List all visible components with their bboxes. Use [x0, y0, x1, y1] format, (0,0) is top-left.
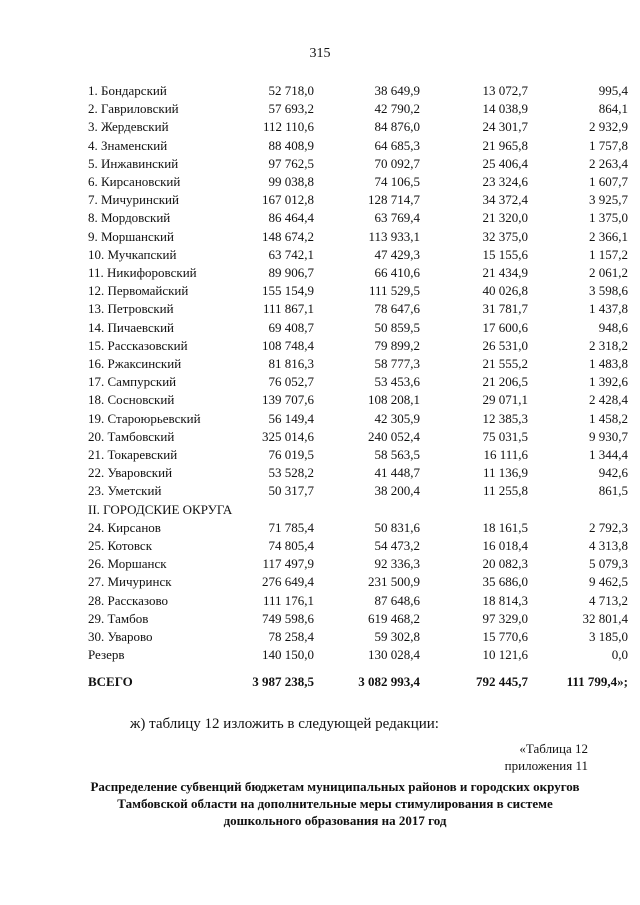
row-v2: 54 473,2 [374, 538, 420, 554]
reserve-section [88, 646, 628, 690]
row-name: 23. Уметский [88, 483, 162, 499]
row-name: 28. Рассказово [88, 592, 169, 608]
table-row [88, 337, 628, 355]
row-v4: 3 185,0 [589, 629, 628, 645]
table-heading-line3: дошкольного образования на 2017 год [223, 813, 447, 828]
spacer-cell [88, 665, 628, 673]
row-v3: 21 555,2 [482, 356, 528, 372]
row-v3: 31 781,7 [482, 301, 528, 317]
row-name: 22. Уваровский [88, 465, 173, 481]
row-v1: 97 762,5 [268, 155, 314, 171]
table-reference-line2: приложения 11 [504, 758, 588, 773]
row-v2: 92 336,3 [374, 556, 420, 572]
table-row [88, 246, 628, 264]
row-v4: 861,5 [598, 483, 628, 499]
row-v1: 112 110,6 [262, 119, 314, 135]
row-v3: 12 385,3 [482, 410, 528, 426]
row-v2: 66 410,6 [374, 265, 420, 281]
table-reference [505, 740, 588, 774]
row-v2: 64 685,3 [374, 137, 420, 153]
row-v3: 29 071,1 [482, 392, 528, 408]
row-v3: 18 814,3 [482, 592, 528, 608]
row-v4: 1 392,6 [589, 374, 628, 390]
total-name: ВСЕГО [88, 673, 133, 689]
row-v2: 87 648,6 [374, 592, 420, 608]
row-name: 16. Ржаксинский [88, 356, 182, 372]
row-name: 27. Мичуринск [88, 574, 172, 590]
reserve-v1: 140 150,0 [262, 647, 314, 663]
row-name: 6. Кирсановский [88, 174, 181, 190]
total-v2: 3 082 993,4 [358, 673, 420, 689]
row-v1: 71 785,4 [268, 519, 314, 535]
row-v4: 5 079,3 [589, 556, 628, 572]
row-v2: 58 777,3 [374, 356, 420, 372]
row-name: 5. Инжавинский [88, 155, 179, 171]
row-v1: 749 598,6 [262, 610, 314, 626]
table-row [88, 555, 628, 573]
row-v2: 47 429,3 [374, 246, 420, 262]
table-row [88, 482, 628, 500]
row-v2: 42 305,9 [374, 410, 420, 426]
reserve-row [88, 646, 628, 664]
table-row [88, 610, 628, 628]
row-v2: 128 714,7 [368, 192, 420, 208]
row-v3: 16 111,6 [483, 447, 528, 463]
row-name: 1. Бондарский [88, 83, 167, 98]
row-v1: 69 408,7 [268, 319, 314, 335]
row-v3: 26 531,0 [482, 337, 528, 353]
row-name: 17. Сампурский [88, 374, 177, 390]
table-row [88, 355, 628, 373]
row-name: 15. Рассказовский [88, 337, 188, 353]
row-v2: 74 106,5 [374, 174, 420, 190]
table-heading-line1: Распределение субвенций бюджетам муниципальных районов и городских округов [90, 779, 580, 794]
row-v2: 63 769,4 [374, 210, 420, 226]
district-rows [88, 82, 628, 501]
row-v4: 3 925,7 [589, 192, 628, 208]
urban-districts-section [88, 501, 628, 519]
row-name: 7. Мичуринский [88, 192, 179, 208]
row-v3: 34 372,4 [482, 192, 528, 208]
row-v4: 995,4 [598, 83, 628, 98]
row-v2: 50 831,6 [374, 519, 420, 535]
row-v1: 276 649,4 [262, 574, 314, 590]
table-row [88, 628, 628, 646]
row-v2: 113 933,1 [368, 228, 420, 244]
row-v2: 53 453,6 [374, 374, 420, 390]
table-heading-line2: Тамбовской области на дополнительные меры стимулирования в системе [117, 796, 553, 811]
row-v3: 21 320,0 [482, 210, 528, 226]
row-v3: 32 375,0 [482, 228, 528, 244]
reserve-v4: 0,0 [611, 647, 628, 663]
table-heading [70, 778, 600, 829]
row-name: 18. Сосновский [88, 392, 175, 408]
row-name: 20. Тамбовский [88, 428, 175, 444]
total-v3: 792 445,7 [476, 673, 528, 689]
row-v1: 117 497,9 [262, 556, 314, 572]
total-row [88, 673, 628, 691]
row-v3: 24 301,7 [482, 119, 528, 135]
table-row [88, 519, 628, 537]
row-v1: 88 408,9 [268, 137, 314, 153]
row-v1: 325 014,6 [262, 428, 314, 444]
table-row [88, 228, 628, 246]
row-v1: 89 906,7 [268, 265, 314, 281]
reserve-v3: 10 121,6 [482, 647, 528, 663]
row-v4: 1 757,8 [589, 137, 628, 153]
row-v3: 75 031,5 [482, 428, 528, 444]
page-number: 315 [309, 46, 331, 61]
row-v1: 148 674,2 [262, 228, 314, 244]
table-row [88, 137, 628, 155]
row-v4: 864,1 [598, 101, 628, 117]
reserve-name: Резерв [88, 647, 125, 663]
row-v1: 111 176,1 [262, 592, 314, 608]
row-v2: 38 200,4 [374, 483, 420, 499]
row-name: 19. Староюрьевский [88, 410, 201, 426]
table-row [88, 155, 628, 173]
row-v3: 25 406,4 [482, 155, 528, 171]
row-v1: 167 012,8 [262, 192, 314, 208]
row-v4: 9 930,7 [589, 428, 628, 444]
total-v1: 3 987 238,5 [252, 673, 314, 689]
row-v3: 20 082,3 [482, 556, 528, 572]
row-v3: 15 770,6 [482, 629, 528, 645]
row-name: 14. Пичаевский [88, 319, 174, 335]
row-v4: 2 428,4 [589, 392, 628, 408]
row-v4: 948,6 [598, 319, 628, 335]
row-name: 30. Уварово [88, 629, 153, 645]
row-v1: 76 019,5 [268, 447, 314, 463]
row-v3: 97 329,0 [482, 610, 528, 626]
row-v2: 619 468,2 [368, 610, 420, 626]
row-v2: 231 500,9 [368, 574, 420, 590]
row-name: 21. Токаревский [88, 447, 178, 463]
row-v3: 16 018,4 [482, 538, 528, 554]
row-v3: 11 136,9 [482, 465, 528, 481]
total-v4: 111 799,4»; [566, 673, 628, 689]
row-name: 9. Моршанский [88, 228, 174, 244]
row-v4: 1 157,2 [589, 246, 628, 262]
row-name: 29. Тамбов [88, 610, 149, 626]
row-name: 26. Моршанск [88, 556, 167, 572]
row-v1: 111 867,1 [262, 301, 314, 317]
table-row [88, 592, 628, 610]
table-row [88, 282, 628, 300]
row-v4: 3 598,6 [589, 283, 628, 299]
row-v3: 13 072,7 [482, 83, 528, 98]
table-row [88, 537, 628, 555]
row-v4: 1 483,8 [589, 356, 628, 372]
table-row [88, 391, 628, 409]
table-row [88, 573, 628, 591]
row-v2: 70 092,7 [374, 155, 420, 171]
row-v4: 2 932,9 [589, 119, 628, 135]
row-v2: 58 563,5 [374, 447, 420, 463]
row-v3: 40 026,8 [482, 283, 528, 299]
row-name: 8. Мордовский [88, 210, 171, 226]
row-v2: 240 052,4 [368, 428, 420, 444]
row-v4: 1 458,2 [589, 410, 628, 426]
table-row [88, 100, 628, 118]
row-v3: 23 324,6 [482, 174, 528, 190]
row-name: 4. Знаменский [88, 137, 168, 153]
table-row [88, 373, 628, 391]
row-v2: 41 448,7 [374, 465, 420, 481]
row-name: 25. Котовск [88, 538, 153, 554]
subvention-table [88, 82, 628, 691]
table-row [88, 209, 628, 227]
row-v4: 2 366,1 [589, 228, 628, 244]
row-name: 11. Никифоровский [88, 265, 197, 281]
row-v3: 18 161,5 [482, 519, 528, 535]
row-name: 3. Жердевский [88, 119, 169, 135]
table-row [88, 428, 628, 446]
row-name: 2. Гавриловский [88, 101, 179, 117]
row-v3: 35 686,0 [482, 574, 528, 590]
row-v1: 99 038,8 [268, 174, 314, 190]
table-row [88, 173, 628, 191]
row-v4: 2 061,2 [589, 265, 628, 281]
row-v4: 32 801,4 [582, 610, 628, 626]
row-v2: 108 208,1 [368, 392, 420, 408]
table-row [88, 319, 628, 337]
row-v1: 57 693,2 [268, 101, 314, 117]
row-v3: 21 965,8 [482, 137, 528, 153]
section-header-urban-districts: II. ГОРОДСКИЕ ОКРУГА [88, 501, 233, 517]
section-header-row [88, 501, 628, 519]
urban-district-rows [88, 519, 628, 646]
row-v1: 74 805,4 [268, 538, 314, 554]
row-v1: 108 748,4 [262, 337, 314, 353]
row-name: 12. Первомайский [88, 283, 189, 299]
row-v3: 21 206,5 [482, 374, 528, 390]
row-name: 24. Кирсанов [88, 519, 161, 535]
table-row [88, 410, 628, 428]
row-v3: 15 155,6 [482, 246, 528, 262]
row-v2: 111 529,5 [368, 283, 420, 299]
table-row [88, 118, 628, 136]
row-v2: 78 647,6 [374, 301, 420, 317]
row-v4: 1 607,7 [589, 174, 628, 190]
row-v4: 4 313,8 [589, 538, 628, 554]
amendment-instruction: ж) таблицу 12 изложить в следующей редакции: [130, 716, 439, 732]
table-row [88, 264, 628, 282]
row-v3: 11 255,8 [482, 483, 528, 499]
row-v4: 4 713,2 [589, 592, 628, 608]
row-v4: 9 462,5 [589, 574, 628, 590]
row-v2: 42 790,2 [374, 101, 420, 117]
row-v1: 139 707,6 [262, 392, 314, 408]
row-name: 13. Петровский [88, 301, 174, 317]
table-row [88, 191, 628, 209]
row-v3: 14 038,9 [482, 101, 528, 117]
row-v1: 76 052,7 [268, 374, 314, 390]
table-row [88, 300, 628, 318]
spacer-row [88, 665, 628, 673]
row-v3: 21 434,9 [482, 265, 528, 281]
row-v1: 50 317,7 [268, 483, 314, 499]
row-v4: 1 344,4 [589, 447, 628, 463]
row-v1: 155 154,9 [262, 283, 314, 299]
row-v3: 17 600,6 [482, 319, 528, 335]
row-v2: 84 876,0 [374, 119, 420, 135]
table-row [88, 82, 628, 100]
row-v4: 2 263,4 [589, 155, 628, 171]
row-v2: 50 859,5 [374, 319, 420, 335]
row-v1: 78 258,4 [268, 629, 314, 645]
row-v1: 53 528,2 [268, 465, 314, 481]
row-v2: 79 899,2 [374, 337, 420, 353]
row-v1: 52 718,0 [268, 83, 314, 98]
row-v1: 63 742,1 [268, 246, 314, 262]
table-row [88, 464, 628, 482]
row-v1: 81 816,3 [268, 356, 314, 372]
row-v4: 2 318,2 [589, 337, 628, 353]
row-v1: 86 464,4 [268, 210, 314, 226]
table-reference-line1: «Таблица 12 [519, 741, 588, 756]
table-row [88, 446, 628, 464]
row-v4: 1 437,8 [589, 301, 628, 317]
row-v2: 59 302,8 [374, 629, 420, 645]
row-name: 10. Мучкапский [88, 246, 177, 262]
row-v2: 38 649,9 [374, 83, 420, 98]
row-v4: 2 792,3 [589, 519, 628, 535]
reserve-v2: 130 028,4 [368, 647, 420, 663]
row-v4: 1 375,0 [589, 210, 628, 226]
row-v1: 56 149,4 [268, 410, 314, 426]
row-v4: 942,6 [598, 465, 628, 481]
